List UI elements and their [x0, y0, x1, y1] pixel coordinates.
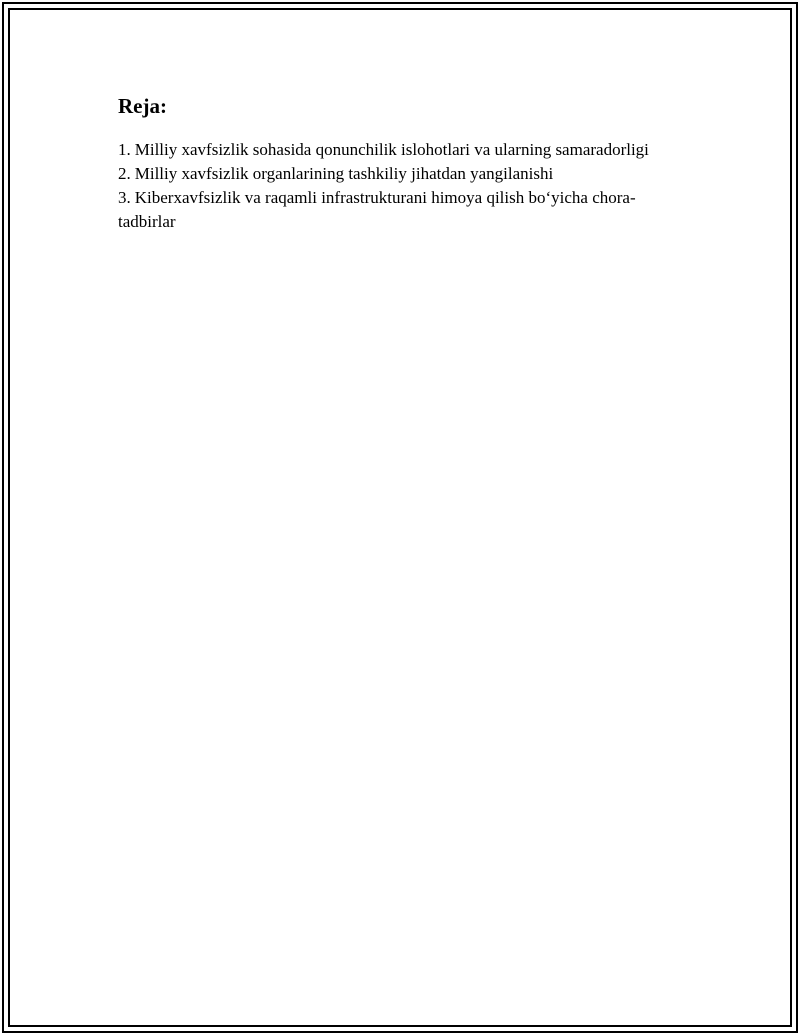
- plan-item-number: 3.: [118, 188, 131, 207]
- plan-item-3: [118, 186, 688, 234]
- plan-item-text: Milliy xavfsizlik organlarining tashkiliy jihatdan yangilanishi: [134, 164, 554, 183]
- plan-item-number: 1.: [118, 140, 131, 159]
- plan-item-number: 2.: [118, 164, 131, 183]
- plan-item-text: Kiberxavfsizlik va raqamli infrastrukturani himoya qilish bo‘yicha chora-tadbirlar: [118, 188, 636, 231]
- plan-item-2: [118, 162, 688, 186]
- plan-item-text: Milliy xavfsizlik sohasida qonunchilik islohotlari va ularning samaradorligi: [134, 140, 649, 159]
- page-content: [118, 92, 688, 234]
- plan-item-1: [118, 138, 688, 162]
- plan-heading: Reja:: [118, 94, 167, 118]
- plan-list: [118, 138, 688, 234]
